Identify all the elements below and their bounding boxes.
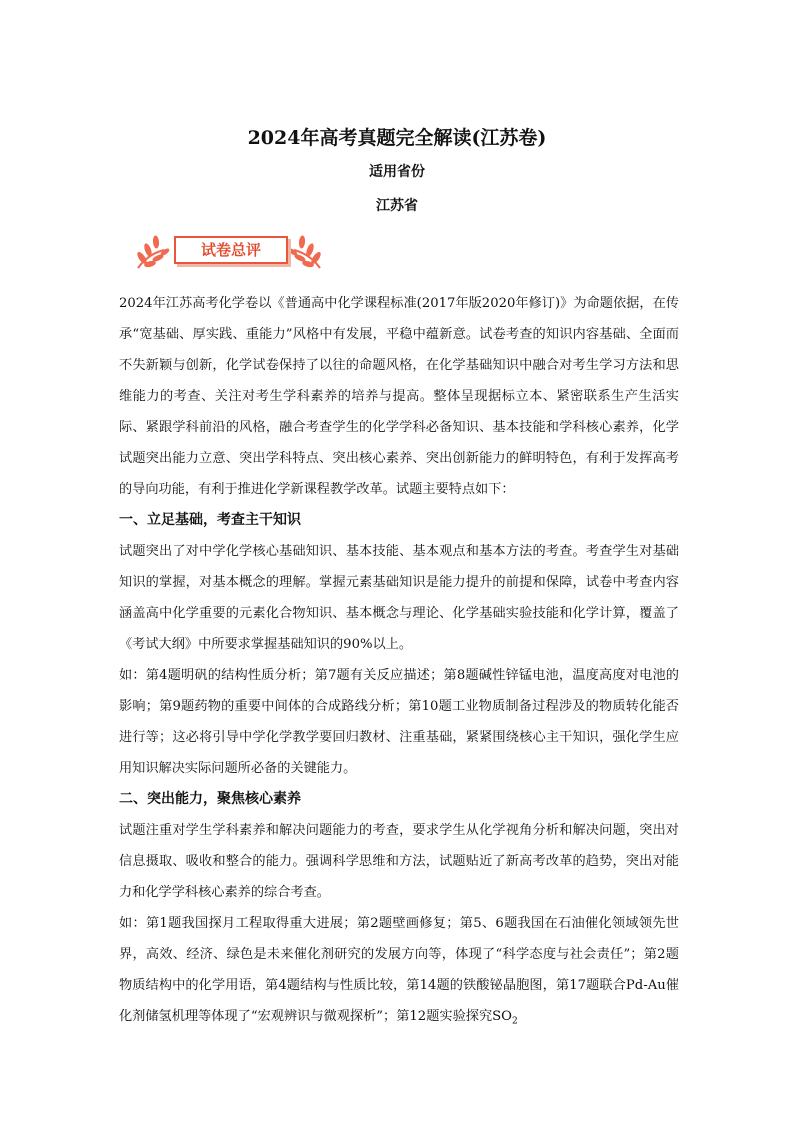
- section2-heading: 二、突出能力，聚焦核心素养: [119, 791, 301, 807]
- section-badge: [134, 228, 324, 272]
- section1-heading: 一、立足基础，考查主干知识: [119, 512, 301, 528]
- section-badge-label: 试卷总评: [200, 241, 261, 259]
- section1-example: 如：第4题明矾的结构性质分析；第7题有关反应描述；第8题碱性锌锰电池，温度高度对电池的影响；第9题药物的重要中间体的合成路线分析；第10题工业物质制备过程涉及的物质转化能否进行等；这必将引导中学化学教学要回归教材、注重基础，紧紧围绕核心主干知识，强化学生应用知识解决实际问题所必备的关键能力。: [119, 668, 679, 776]
- section2-example-subscript: 2: [511, 1016, 518, 1027]
- section1-paragraph: 试题突出了对中学化学核心基础知识、基本技能、基本观点和基本方法的考查。考查学生对基础知识的掌握，对基本概念的理解。掌握元素基础知识是能力提升的前提和保障，试卷中考查内容涵盖高中化学重要的元素化合物知识、基本概念与理论、化学基础实验技能和化学计算，覆盖了《考试大纲》中所要求掌握基础知识的90%以上。: [119, 544, 679, 652]
- intro-paragraph: 2024年江苏高考化学卷以《普通高中化学课程标准(2017年版2020年修订)》为命题依据，在传承“宽基础、厚实践、重能力”风格中有发展，平稳中蕴新意。试卷考查的知识内容基础、全面而不失新颖与创新，化学试卷保持了以往的命题风格，在化学基础知识中融合对考生学习方法和思维能力的考查、关注对考生学科素养的培养与提高。整体呈现据标立本、紧密联系生产生活实际、紧跟学科前沿的风格，融合考查学生的化学学科必备知识、基本技能和学科核心素养，化学试题突出能力立意、突出学科特点、突出核心素养、突出创新能力的鲜明特色，有利于发挥高考的导向功能，有利于推进化学新课程教学改革。试题主要特点如下：: [119, 296, 679, 497]
- province-name: 江苏省: [376, 198, 418, 214]
- applicable-province-label: 适用省份: [369, 164, 425, 180]
- section2-example: [119, 908, 679, 1038]
- section-badge-box: [174, 236, 288, 264]
- document-body: [119, 288, 679, 1038]
- section2-paragraph: 试题注重对学生学科素养和解决问题能力的考查，要求学生从化学视角分析和解决问题，突出对信息摄取、吸收和整合的能力。强调科学思维和方法，试题贴近了新高考改革的趋势，突出对能力和化学学科核心素养的综合考查。: [119, 823, 679, 900]
- section2-example-text: 如：第1题我国探月工程取得重大进展；第2题壁画修复；第5、6题我国在石油催化领域领先世界，高效、经济、绿色是未来催化剂研究的发展方向等，体现了“科学态度与社会责任”；第2题物质结构中的化学用语，第4题结构与性质比较，第14题的铁酸铋晶胞图，第17题联合Pd-Au催化剂储氢机理等体现了“宏观辨识与微观探析”；第12题实验探究SO: [119, 916, 679, 1024]
- document-title: 2024年高考真题完全解读(江苏卷): [247, 127, 547, 149]
